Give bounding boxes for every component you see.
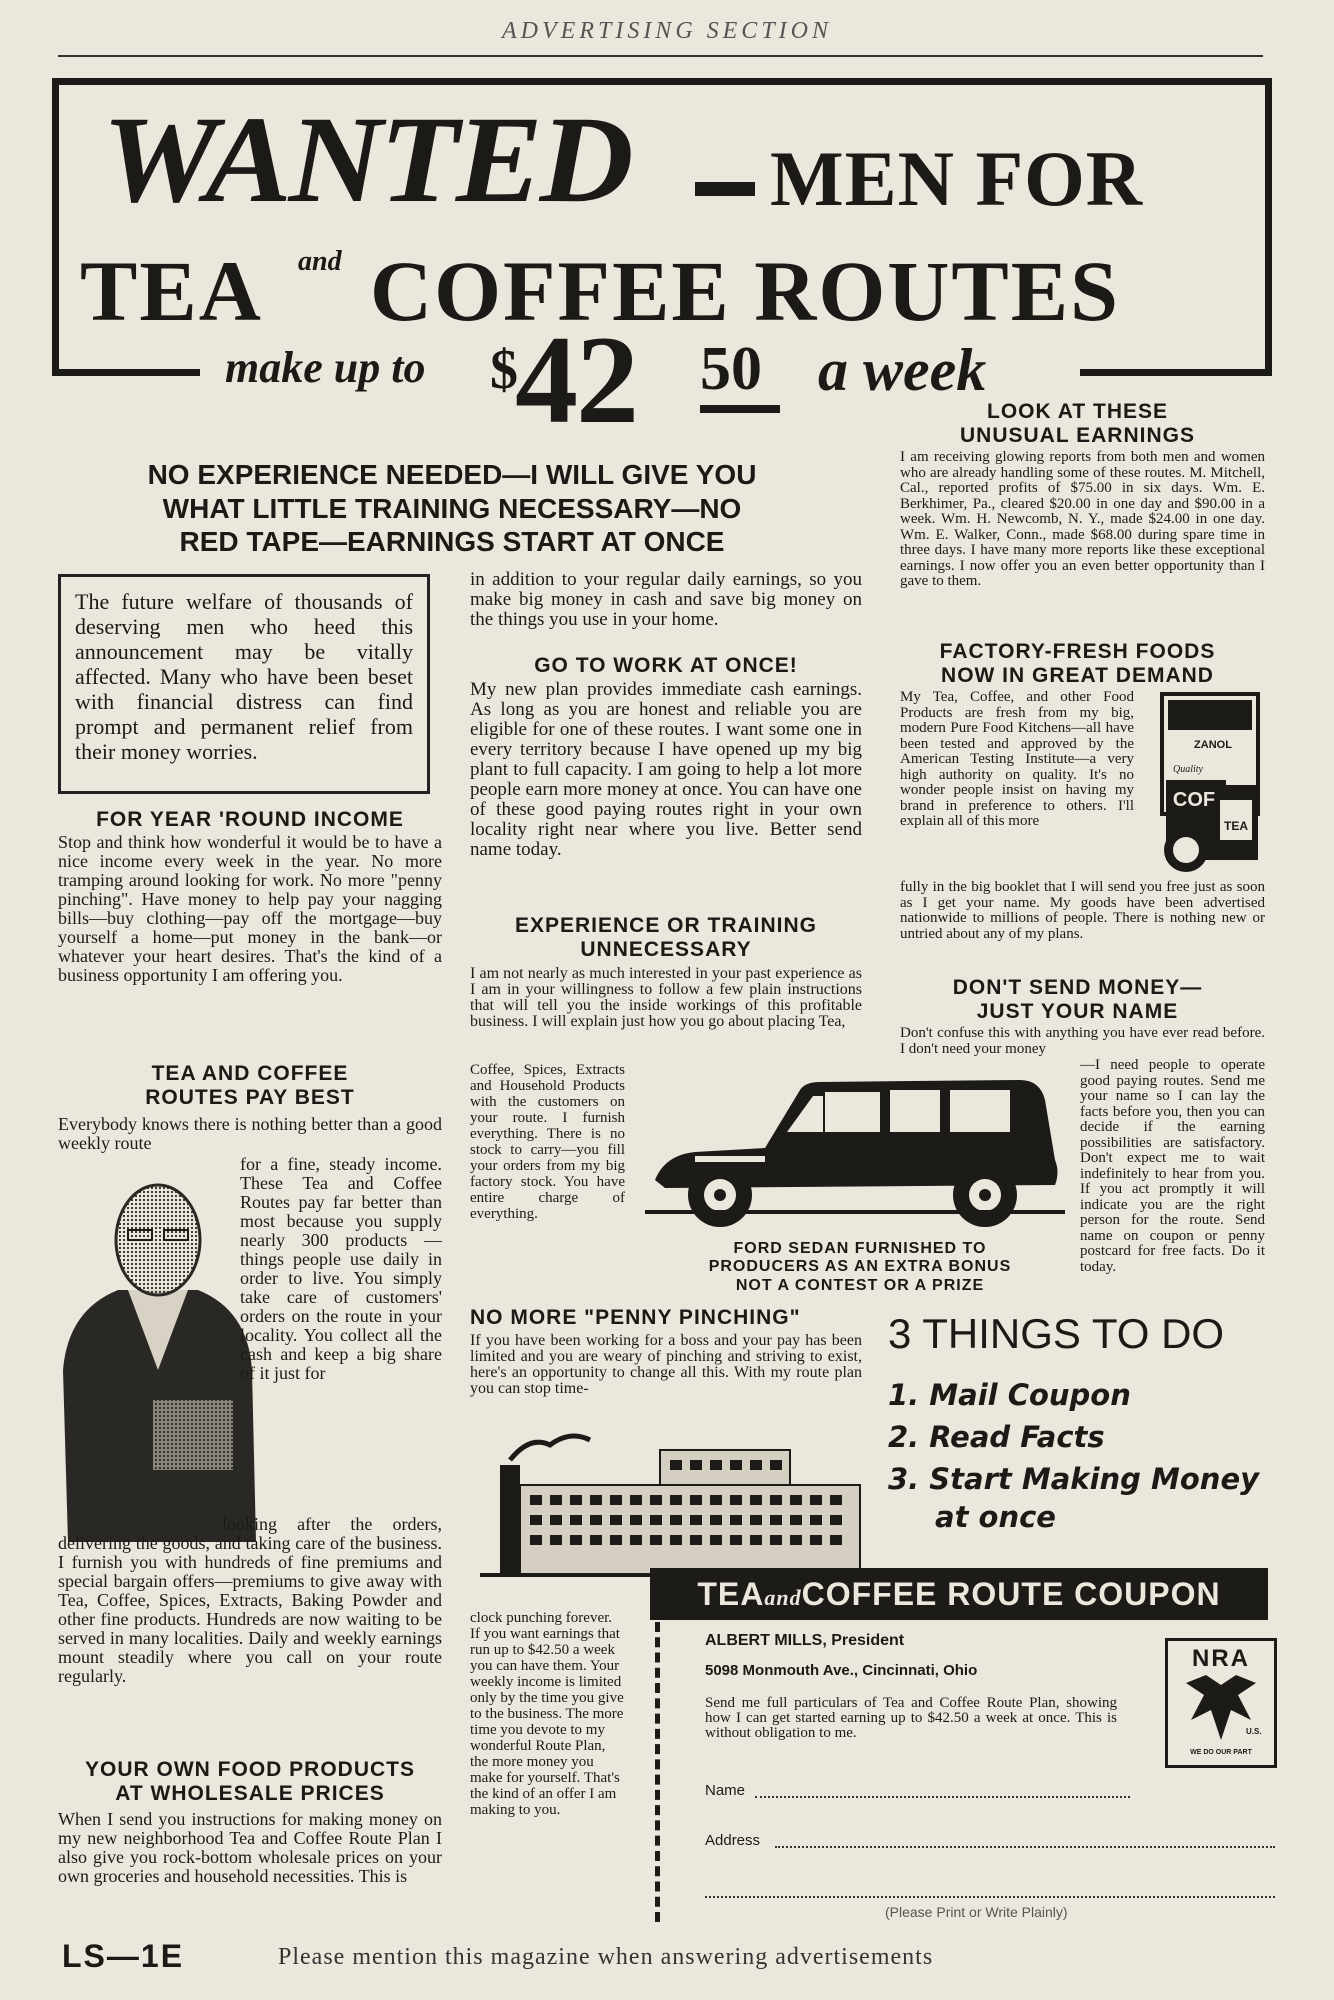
ford-sedan-illustration xyxy=(635,1060,1075,1235)
col2-body-top: in addition to your regular daily earnings, so you make big money in cash and save big money on the things you use in your home. xyxy=(470,569,862,630)
col2-heading-experience-line-1: EXPERIENCE OR TRAINING xyxy=(514,914,818,937)
col1-body-routes-top: Everybody knows there is nothing better than a good weekly route xyxy=(58,1114,442,1153)
coupon-name-field[interactable] xyxy=(755,1796,1130,1798)
col2-body-go-to-work: My new plan provides immediate cash earnings. As long as you are honest and reliable you are eligible for one of these routes. I want some one in every territory because I have opened up my big plant to full capacity. I am going to help a lot more people earn more money at once. You can have one of these good paying routes right in your own locality right near where you live. Better send name today. xyxy=(470,679,862,860)
car-caption-line-2: PRODUCERS AS AN EXTRA BONUS xyxy=(708,1258,1012,1276)
thing-read-facts: 2. Read Facts xyxy=(888,1420,1105,1454)
headline-dollar-sign: $ xyxy=(490,339,518,401)
headline-dash xyxy=(695,182,755,196)
headline-coffee-routes: COFFEE ROUTES xyxy=(370,243,1120,339)
col3-heading-dont-send-line-1: DON'T SEND MONEY— xyxy=(952,976,1203,999)
col1-heading-wholesale-line-2: AT WHOLESALE PRICES xyxy=(115,1782,385,1806)
col1-body-routes-side: for a fine, steady income. These Tea and Coffee Routes pay far better than most because you supply nearly 300 products — things people use daily in order to live. You simply take care of customers' orders on the route in your locality. You collect all the cash and keep a big share of it just for xyxy=(240,1154,442,1383)
coupon-banner-rest: COFFEE ROUTE COUPON xyxy=(801,1576,1221,1612)
col3-heading-factory-fresh-line-1: FACTORY-FRESH FOODS xyxy=(939,640,1216,663)
headline-cents: 50 xyxy=(700,335,762,403)
intro-box: The future welfare of thousands of deserving men who heed this announcement may be vitally affected. Many who have been beset with financial distress can find prompt and permanent relief from their money worries. xyxy=(58,574,430,794)
product-coffee-label: COF xyxy=(1172,789,1216,811)
thing-at-once: at once xyxy=(935,1500,1056,1534)
col3-heading-factory-fresh xyxy=(890,640,1265,688)
three-things-title: 3 THINGS TO DO xyxy=(888,1310,1225,1357)
coupon-banner xyxy=(650,1568,1268,1620)
thing-start-making-money: 3. Start Making Money xyxy=(888,1462,1260,1496)
col3-heading-earnings-line-2: UNUSUAL EARNINGS xyxy=(960,424,1195,448)
coupon-name-label: Name xyxy=(705,1782,746,1799)
col1-heading-year-round: FOR YEAR 'ROUND INCOME xyxy=(96,808,404,831)
footer-message: Please mention this magazine when answering advertisements xyxy=(278,1944,934,1970)
coupon-banner-and: and xyxy=(764,1585,802,1610)
coupon-recipient-name: ALBERT MILLS, President xyxy=(705,1632,905,1649)
col3-heading-earnings xyxy=(890,400,1265,448)
col3-heading-dont-send-line-2: JUST YOUR NAME xyxy=(976,1000,1179,1024)
col2-body-penny-pinching: If you have been working for a boss and your pay has been limited and you are weary of pinching and striving to exist, here's an opportunity to change all this. With my route plan you can stop time- xyxy=(470,1332,862,1397)
product-tea-label: TEA xyxy=(1224,819,1248,833)
col1-heading-wholesale xyxy=(58,1758,442,1806)
col3-body-dont-send-top: Don't confuse this with anything you have ever read before. I don't need your money xyxy=(900,1025,1265,1057)
col2-heading-go-to-work: GO TO WORK AT ONCE! xyxy=(534,654,798,677)
col1-heading-routes-pay-line-1: TEA AND COFFEE xyxy=(151,1062,349,1085)
factory-illustration xyxy=(480,1415,890,1590)
car-caption-line-3: NOT A CONTEST OR A PRIZE xyxy=(735,1276,985,1294)
headline-wanted: WANTED xyxy=(102,91,631,228)
page-code: LS—1E xyxy=(62,1938,185,1974)
col1-body-routes-bottom: looking after the orders, delivering the goods, and taking care of the business. I furnish you with hundreds of fine premiums and special bargain offers—premiums to give away with Tea, Coffee, Spices, Extracts, Baking Powder and other fine products. Hundreds are now waiting to be served in many localities. Daily and weekly earnings mount steadily where you call on your route regularly. xyxy=(58,1514,442,1686)
coupon-banner-tea: TEA xyxy=(697,1576,765,1612)
subhead-line-2: WHAT LITTLE TRAINING NECESSARY—NO xyxy=(162,492,742,524)
headline-a-week: a week xyxy=(818,337,987,403)
headline-cents-underline xyxy=(700,405,780,413)
col3-heading-factory-fresh-line-2: NOW IN GREAT DEMAND xyxy=(941,664,1214,688)
col3-body-factory-fresh-bottom: fully in the big booklet that I will send you free just as soon as I get your name. My goods have been advertised nationwide to millions of people. There is nothing new or untried about any of my plans. xyxy=(900,879,1265,942)
col2-heading-experience-line-2: UNNECESSARY xyxy=(580,938,752,962)
headline-and: and xyxy=(298,246,342,277)
coupon-print-note: (Please Print or Write Plainly) xyxy=(885,1904,1068,1920)
col2-body-experience-side: Coffee, Spices, Extracts and Household Products with the customers on your route. I furnish everything. There is no stock to carry—you fill your orders from my big factory stock. You have entire charge of everything. xyxy=(470,1062,625,1222)
col2-body-experience-top: I am not nearly as much interested in your past experience as I am in your willingness to follow a few plain instructions that will tell you the inside workings of this profitable business. I will explain just how you go about placing Tea, xyxy=(470,965,862,1030)
col1-body-year-round: Stop and think how wonderful it would be to have a nice income every week in the year. No more tramping around looking for work. No more "penny pinching". Have money to help pay your nagging bills—buy clothing—pay off the mortgage—buy yourself a home—put money in the bank—or whatever your heart desires. That's the kind of a business opportunity I am offering you. xyxy=(58,832,442,985)
col1-heading-wholesale-line-1: YOUR OWN FOOD PRODUCTS xyxy=(85,1758,415,1781)
thing-mail-coupon: 1. Mail Coupon xyxy=(888,1378,1131,1412)
col1-body-wholesale: When I send you instructions for making money on my new neighborhood Tea and Coffee Route Plan I also give you rock-bottom wholesale prices on your own groceries and household necessities. This is xyxy=(58,1809,442,1886)
car-caption xyxy=(645,1240,1075,1295)
product-brand-label: ZANOL xyxy=(1194,739,1232,751)
portrait-photo xyxy=(58,1170,256,1542)
product-cans-illustration xyxy=(1158,690,1262,880)
nra-emblem-caption: WE DO OUR PART xyxy=(1190,1749,1252,1756)
header-rule xyxy=(58,55,1263,57)
col1-heading-routes-pay xyxy=(58,1062,442,1110)
coupon-address-field[interactable] xyxy=(775,1846,1275,1848)
headline-make-up-to: make up to xyxy=(225,343,426,392)
col2-body-penny-pinching-cont: clock punching forever. If you want earnings that run up to $42.50 a week you can have them. Your weekly income is limited only by the time you give to the business. The more time you devote to my wonderful Route Plan, the more money you make for yourself. That's the kind of an offer I am making to you. xyxy=(470,1610,624,1818)
col2-heading-experience xyxy=(470,914,862,962)
subhead xyxy=(52,458,852,559)
col2-heading-penny-pinching: NO MORE "PENNY PINCHING" xyxy=(470,1306,801,1329)
nra-emblem-title: NRA xyxy=(1192,1645,1250,1672)
coupon-cut-line xyxy=(655,1622,660,1922)
col3-body-earnings: I am receiving glowing reports from both men and women who are already handling some of these routes. M. Mitchell, Cal., reported profits of $75.00 in six days. Wm. E. Berkhimer, Pa., cleared $20.00 in one day and $90.00 in a week. Wm. H. Newcomb, N. Y., made $24.00 in one day. Wm. E. Walker, Conn., made $68.00 during spare time in three days. I have many more reports like these exceptional earnings. I now offer you an even better opportunity than I gave to them. xyxy=(900,449,1265,589)
coupon-city-field[interactable] xyxy=(705,1896,1275,1898)
nra-emblem-us: U.S. xyxy=(1246,1727,1262,1736)
col3-body-dont-send-side: —I need people to operate good paying routes. Send me your name so I can lay the facts before you, then you can decide if the earning possibilities are satisfactory. Don't expect me to wait indefinitely to hear from you. If you act promptly it will indicate you are the right person for the route. Send name on coupon or penny postcard for free facts. Do it today. xyxy=(1080,1057,1265,1275)
col3-heading-earnings-line-1: LOOK AT THESE xyxy=(987,400,1168,423)
nra-eagle-emblem xyxy=(1165,1638,1277,1768)
col3-body-factory-fresh-side: My Tea, Coffee, and other Food Products are fresh from my big, modern Pure Food Kitchens—all have been tested and approved by the American Testing Institute—a very high authority on quality. It's no wonder people insist on having my brand in preference to others. I'll explain all of this more xyxy=(900,689,1134,829)
product-quality-label: Quality xyxy=(1173,764,1203,775)
coupon-body: Send me full particulars of Tea and Coffee Route Plan, showing how I can get started earning up to $42.50 a week at once. This is without obligation to me. xyxy=(705,1695,1117,1741)
col3-heading-dont-send xyxy=(890,976,1265,1024)
car-caption-line-1: FORD SEDAN FURNISHED TO xyxy=(733,1240,987,1257)
headline-amount: 42 xyxy=(515,311,637,450)
coupon-address-label: Address xyxy=(705,1832,761,1849)
subhead-line-1: NO EXPERIENCE NEEDED—I WILL GIVE YOU xyxy=(147,459,757,490)
section-header: ADVERTISING SECTION xyxy=(502,18,832,44)
headline-tea: TEA xyxy=(80,243,263,339)
coupon-recipient-address: 5098 Monmouth Ave., Cincinnati, Ohio xyxy=(705,1662,978,1679)
col1-heading-routes-pay-line-2: ROUTES PAY BEST xyxy=(145,1086,355,1110)
headline-men-for: MEN FOR xyxy=(770,135,1144,222)
subhead-line-3: RED TAPE—EARNINGS START AT ONCE xyxy=(179,526,725,558)
